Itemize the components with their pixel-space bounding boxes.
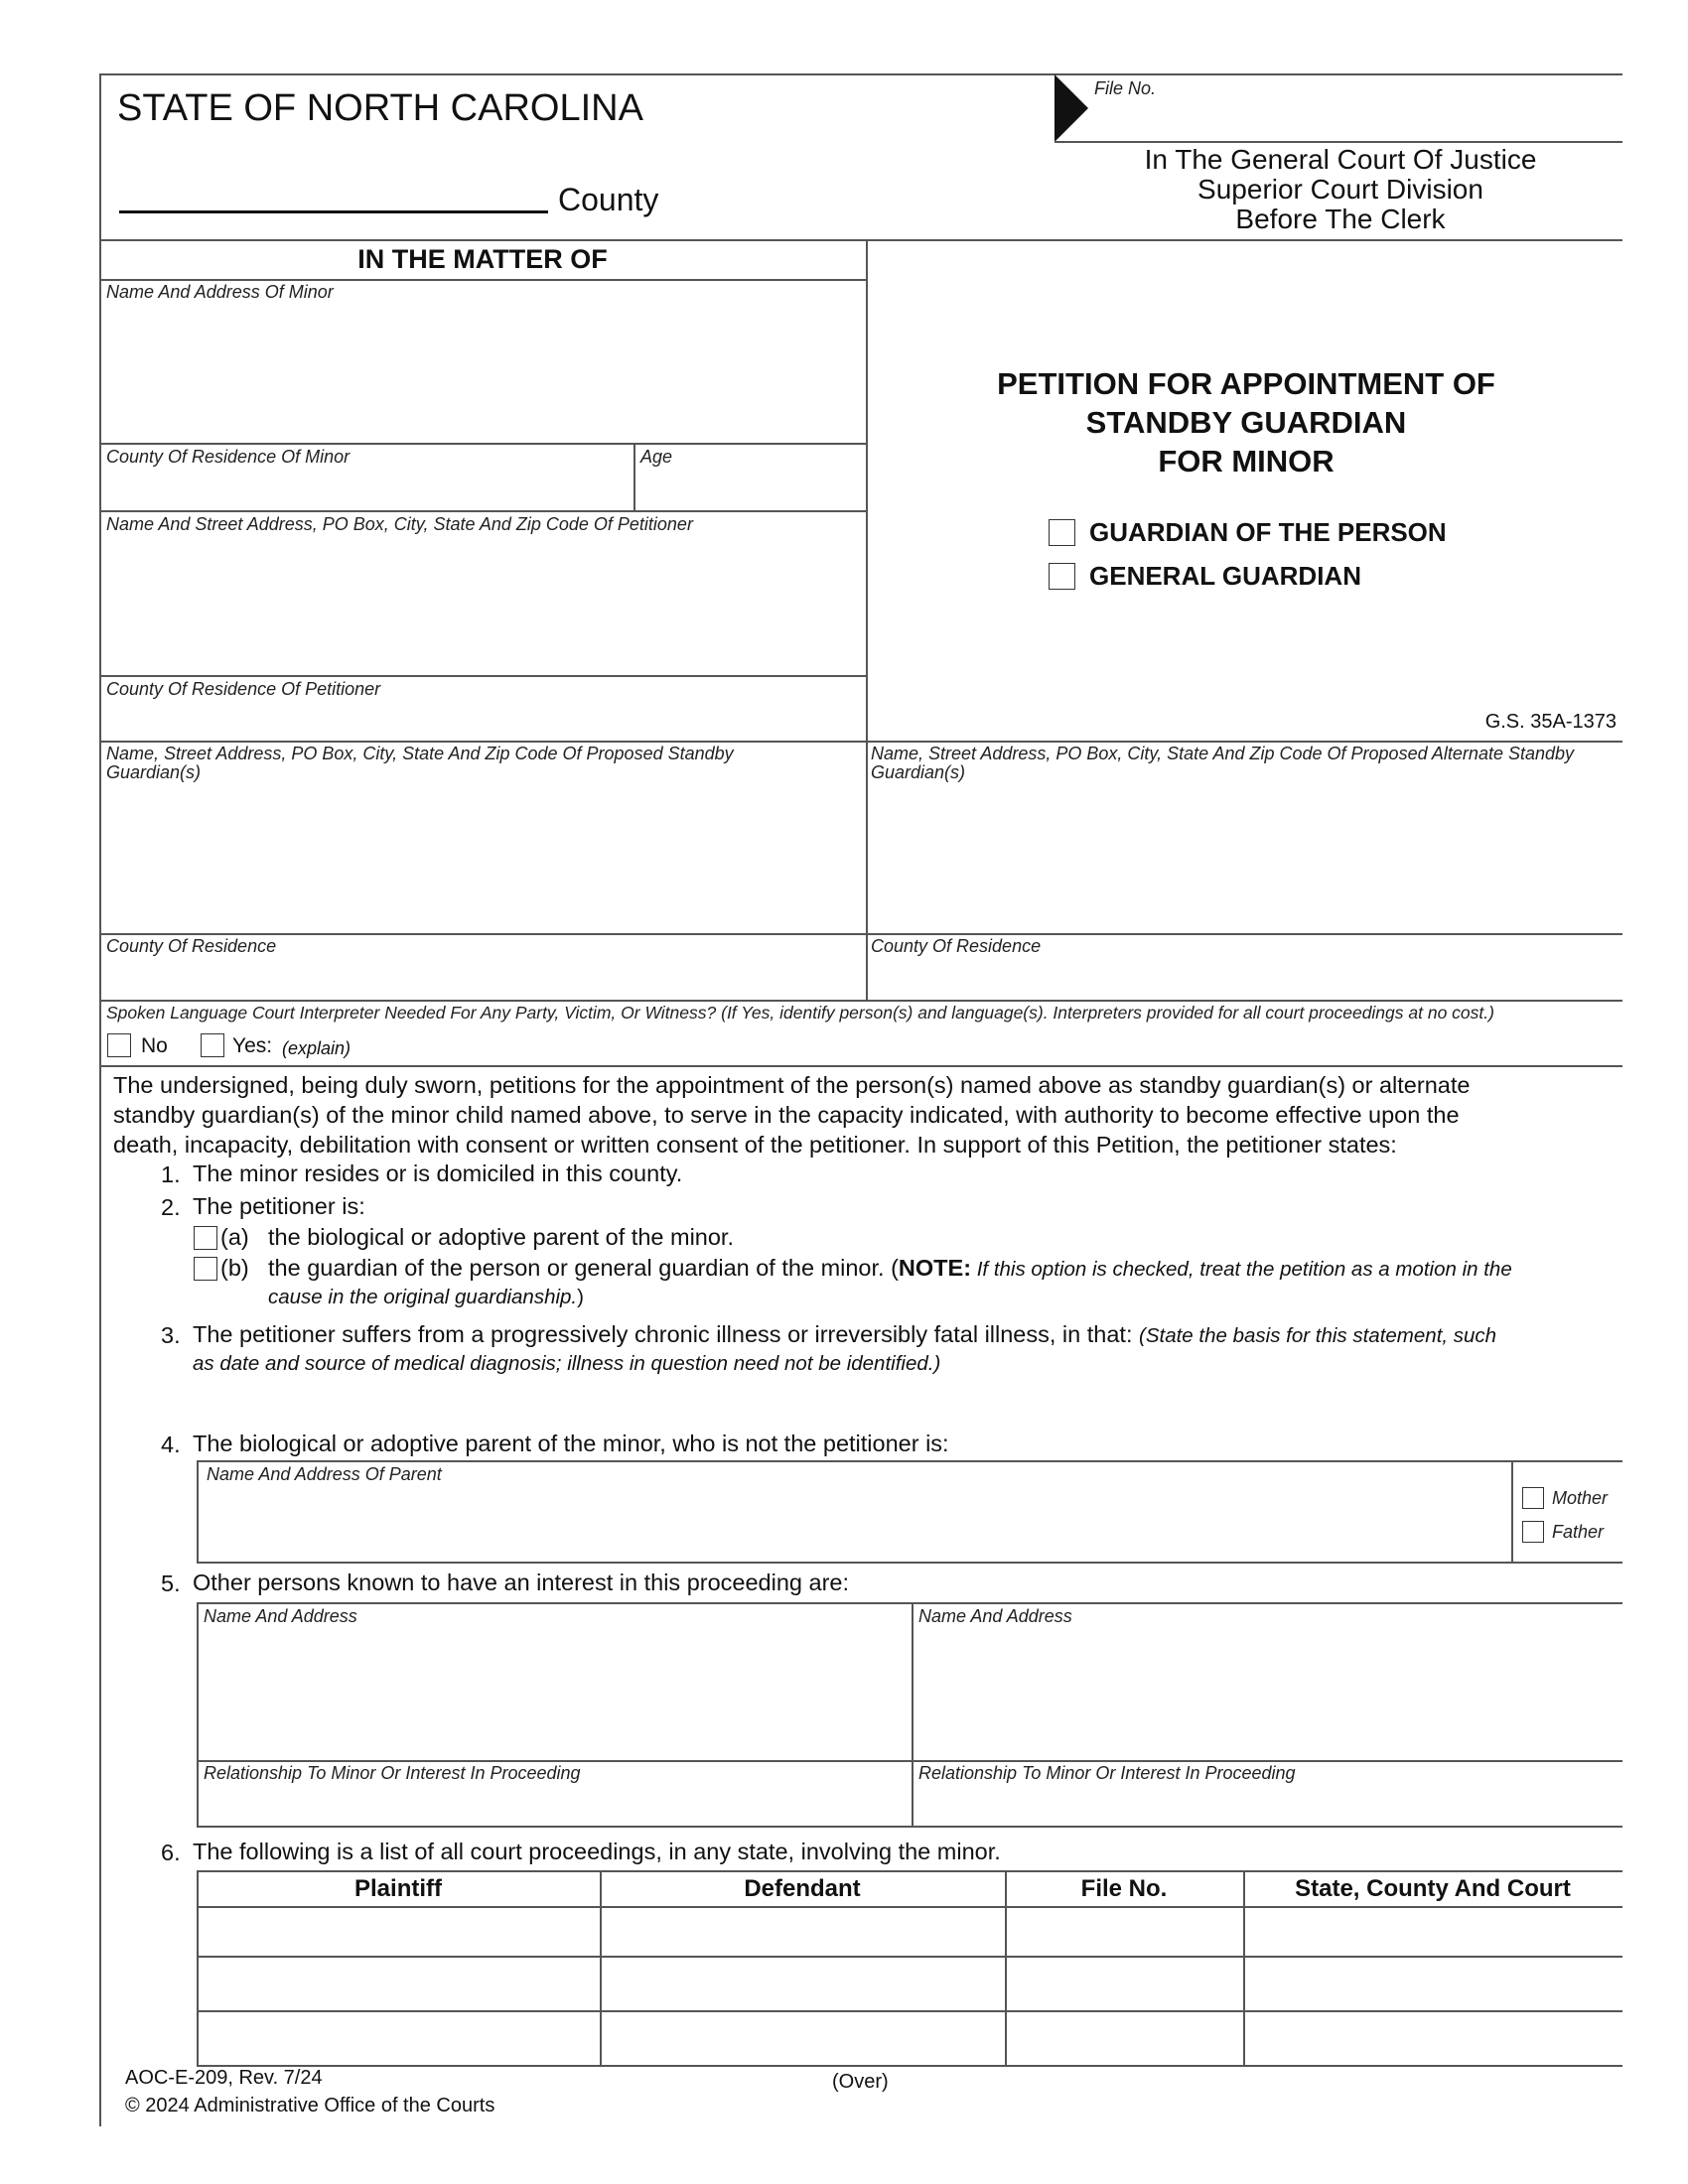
county-label: County [558,182,659,217]
petitioner-county-field[interactable] [103,701,860,741]
interest-box-mid [197,1760,1622,1762]
interpreter-yes-checkbox[interactable] [201,1033,224,1057]
alternate-county-field[interactable] [870,958,1618,998]
relationship-right-label: Relationship To Minor Or Interest In Proceeding [918,1763,1296,1783]
table-top [197,1870,1622,1872]
file-no-underline [1055,141,1622,143]
item-3-text [193,1319,1496,1351]
table-header-defendant: Defendant [744,1875,861,1902]
table-cell[interactable] [200,1959,597,2008]
alternate-guardian-label: Name, Street Address, PO Box, City, State And Zip Code Of Proposed Alternate Standby Guardian(s) [871,744,1575,782]
item-2-number: 2. [161,1194,181,1220]
table-cell[interactable] [200,2013,597,2063]
over-label: (Over) [832,2071,889,2093]
relationship-right-field[interactable] [917,1785,1618,1823]
table-bottom [197,2065,1622,2067]
interest-box-divider [912,1602,914,1827]
minor-county-label: County Of Residence Of Minor [106,447,351,467]
guardians-county-rule [99,933,1622,935]
county-blank[interactable] [119,210,548,213]
court-name [1072,145,1609,234]
parent-field[interactable] [203,1487,1505,1557]
matter-heading-rule [99,279,866,281]
intro-line-3: death, incapacity, debilitation with consent or written consent of the petitioner. In support of this Petition, the petitioner states: [113,1132,1397,1158]
parent-label: Name And Address Of Parent [207,1464,442,1484]
table-header-plaintiff: Plaintiff [354,1875,442,1902]
minor-name-field[interactable] [103,304,860,441]
minor-county-field[interactable] [103,469,630,508]
interest-name-left-label: Name And Address [204,1606,357,1626]
matter-top-rule [99,239,1622,241]
court-line-2: Superior Court Division [1197,174,1483,205]
file-no-label: File No. [1094,78,1157,98]
general-guardian-label: GENERAL GUARDIAN [1089,561,1361,591]
petitioner-address-label: Name And Street Address, PO Box, City, State And Zip Code Of Petitioner [106,514,693,534]
item-4-number: 4. [161,1432,181,1457]
item-3-number: 3. [161,1322,181,1348]
interest-name-right-label: Name And Address [918,1606,1072,1626]
table-cell[interactable] [1008,1909,1240,1954]
mother-checkbox[interactable] [1522,1487,1544,1509]
file-no-field[interactable] [1092,75,1622,141]
form-title-line-1: PETITION FOR APPOINTMENT OF [997,366,1495,401]
father-checkbox[interactable] [1522,1521,1544,1543]
intro-line-2: standby guardian(s) of the minor child named above, to serve in the capacity indicated, with authority to become effective upon the [113,1102,1460,1128]
relationship-left-label: Relationship To Minor Or Interest In Proceeding [204,1763,581,1783]
interpreter-no-checkbox[interactable] [107,1033,131,1057]
proceedings-table [197,1870,1622,2067]
table-cell[interactable] [200,1909,597,1954]
table-cell[interactable] [603,2013,1002,2063]
interpreter-explain: (explain) [282,1038,352,1058]
table-cell[interactable] [1246,2013,1619,2063]
minor-name-rule [99,443,866,445]
item-3-italic-1: (State the basis for this statement, such [1139,1324,1497,1347]
mother-label: Mother [1552,1488,1609,1508]
note-label: NOTE: [898,1255,972,1281]
intro-paragraph [113,1070,1613,1160]
item-2-text: The petitioner is: [193,1193,365,1219]
item-2a-text: the biological or adoptive parent of the minor. [268,1224,734,1250]
file-no-arrow-icon [1055,74,1088,142]
table-cell[interactable] [1008,2013,1240,2063]
note-continued [268,1286,584,1309]
copyright: © 2024 Administrative Office of the Courts [125,2095,495,2116]
court-line-1: In The General Court Of Justice [1144,144,1537,175]
father-label: Father [1552,1522,1605,1542]
item-1-number: 1. [161,1161,181,1187]
form-number: AOC-E-209, Rev. 7/24 [125,2067,323,2089]
table-cell[interactable] [1246,1909,1619,1954]
parent-box-divider [1511,1460,1513,1563]
matter-heading: IN THE MATTER OF [357,244,608,274]
standby-county-field[interactable] [103,958,860,998]
general-guardian-checkbox[interactable] [1049,563,1075,590]
table-cell[interactable] [603,1909,1002,1954]
standby-guardian-field[interactable] [103,784,860,929]
guardians-top-rule [99,741,1622,743]
parent-box-top [197,1460,1622,1462]
item-3-italic-2: as date and source of medical diagnosis; illness in question need not be identified.) [193,1352,941,1375]
standby-county-label: County Of Residence [106,936,277,956]
item-2a-checkbox[interactable] [194,1226,217,1250]
guardian-of-person-label: GUARDIAN OF THE PERSON [1089,517,1447,547]
item-1-text: The minor resides or is domiciled in this county. [193,1160,683,1186]
item-2b-main: the guardian of the person or general guardian of the minor. ( [268,1255,899,1281]
item-3-main: The petitioner suffers from a progressively chronic illness or irreversibly fatal illness, in that: [193,1321,1140,1347]
item-2a-letter: (a) [220,1224,249,1250]
interest-box-top [197,1602,1622,1604]
item-4-text: The biological or adoptive parent of the minor, who is not the petitioner is: [193,1431,949,1456]
table-header-file-no: File No. [1080,1875,1168,1902]
state-title: STATE OF NORTH CAROLINA [117,87,643,129]
interpreter-bottom-rule [99,1065,1622,1067]
petitioner-county-label: County Of Residence Of Petitioner [106,679,381,699]
form-title-line-3: FOR MINOR [1158,444,1335,478]
guardian-of-person-checkbox[interactable] [1049,519,1075,546]
matter-center-divider [866,239,868,1000]
alternate-guardian-field[interactable] [870,784,1618,929]
petitioner-address-rule [99,675,866,677]
parent-box-left [197,1460,199,1563]
item-2b-letter: (b) [220,1255,249,1281]
interest-name-right-field[interactable] [917,1628,1618,1755]
intro-line-1: The undersigned, being duly sworn, petitions for the appointment of the person(s) named above as standby guardian(s) or alternate [113,1072,1471,1098]
table-header-court: State, County And Court [1295,1875,1571,1902]
interest-name-left-field[interactable] [203,1628,906,1755]
minor-county-rule [99,510,866,512]
minor-name-label: Name And Address Of Minor [106,282,334,302]
age-field[interactable] [637,469,862,508]
interpreter-top-rule [99,1000,1622,1002]
age-label: Age [640,447,673,467]
parent-box-bottom [197,1562,1622,1564]
illness-basis-field[interactable] [193,1380,1613,1420]
interest-box-left [197,1602,199,1827]
form-title-line-2: STANDBY GUARDIAN [1085,405,1407,440]
interpreter-question: Spoken Language Court Interpreter Needed For Any Party, Victim, Or Witness? (If Yes, identify person(s) and language(s). Interpreters provided for all court proceedings at no cost.) [106,1003,1494,1023]
item-5-number: 5. [161,1570,181,1596]
table-cell[interactable] [603,1959,1002,2008]
table-cell[interactable] [1246,1959,1619,2008]
item-6-number: 6. [161,1840,181,1865]
petitioner-address-field[interactable] [103,536,860,671]
table-row-rule-1 [197,1956,1622,1958]
court-line-3: Before The Clerk [1235,204,1446,234]
interpreter-yes-label: Yes: [232,1034,273,1057]
item-5-text: Other persons known to have an interest in this proceeding are: [193,1570,849,1595]
interpreter-no-label: No [141,1034,168,1057]
page-left-rule [99,73,101,2126]
table-cell[interactable] [1008,1959,1240,2008]
item-2b-text [268,1253,1512,1285]
statute-reference: G.S. 35A-1373 [1484,711,1617,733]
item-2b-checkbox[interactable] [194,1257,217,1281]
age-divider [633,443,635,510]
note-text-2: cause in the original guardianship. [268,1286,578,1308]
interest-box-bottom [197,1826,1622,1828]
table-row-rule-2 [197,2010,1622,2012]
relationship-left-field[interactable] [203,1785,906,1823]
form-title [874,364,1618,480]
item-6-text: The following is a list of all court proceedings, in any state, involving the minor. [193,1839,1001,1864]
table-header-rule [197,1906,1622,1908]
alternate-county-label: County Of Residence [871,936,1042,956]
standby-guardian-label: Name, Street Address, PO Box, City, State And Zip Code Of Proposed Standby Guardian(s) [106,744,734,782]
note-close: ) [577,1286,584,1308]
note-text: If this option is checked, treat the petition as a motion in the [971,1258,1512,1281]
